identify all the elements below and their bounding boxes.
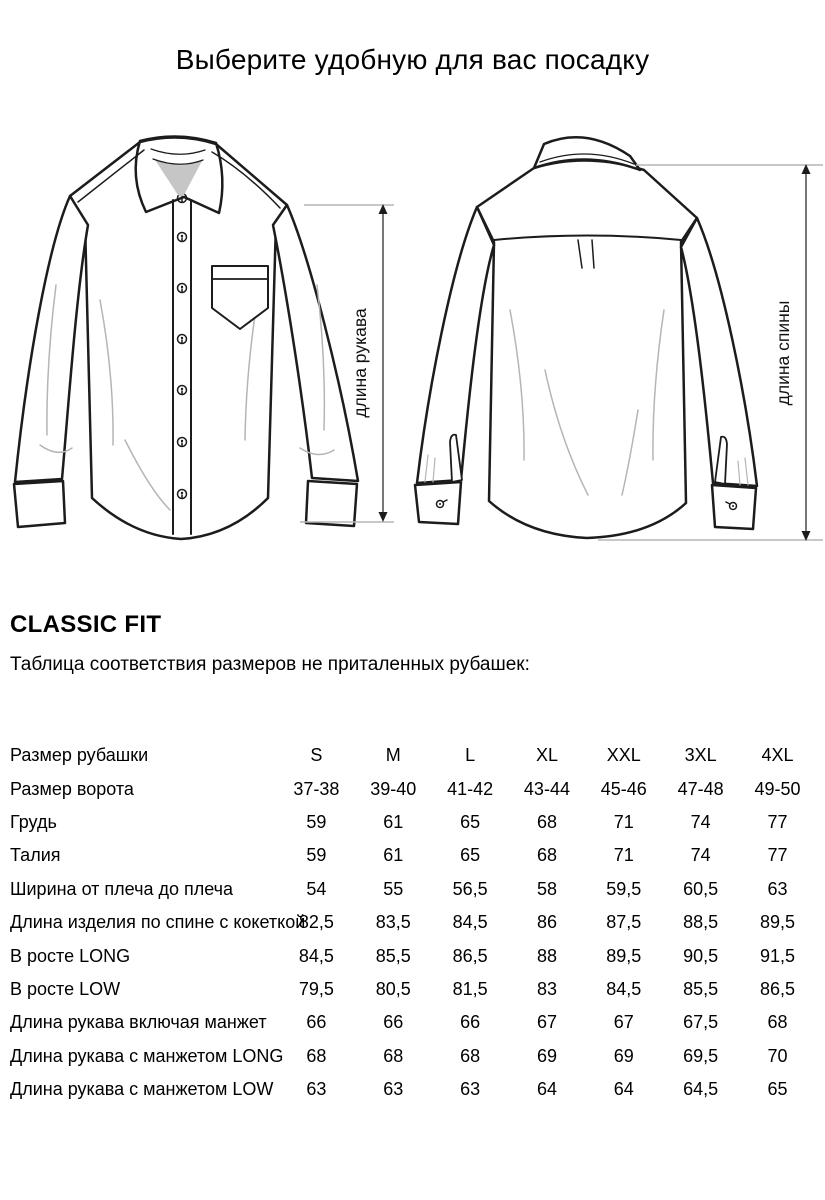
table-row — [10, 1006, 816, 1039]
size-value-cell: 91,5 — [760, 945, 796, 966]
size-value-cell: 67 — [613, 1012, 634, 1033]
row-label: Длина изделия по спине с кокеткой — [10, 912, 306, 933]
table-caption: Таблица соответствия размеров не приталенных рубашек: — [10, 654, 530, 675]
size-value-cell: 87,5 — [606, 912, 642, 933]
size-value-cell: 60,5 — [683, 878, 719, 899]
size-value-cell: S — [310, 745, 323, 766]
size-value-cell: 68 — [536, 811, 557, 832]
size-value-cell: 37-38 — [293, 778, 340, 799]
size-value-cell: 68 — [536, 845, 557, 866]
size-value-cell: 66 — [383, 1012, 404, 1033]
size-value-cell: 71 — [613, 845, 634, 866]
size-value-cell: 65 — [460, 811, 481, 832]
size-value-cell: 64 — [536, 1079, 557, 1100]
size-value-cell: 3XL — [684, 745, 717, 766]
sleeve-length-label: длина рукава — [350, 308, 370, 418]
size-value-cell: 67,5 — [683, 1012, 719, 1033]
table-row — [10, 806, 816, 839]
size-value-cell: 74 — [690, 811, 711, 832]
size-value-cell: 71 — [613, 811, 634, 832]
size-value-cell: 70 — [767, 1045, 788, 1066]
size-value-cell: 83,5 — [375, 912, 411, 933]
size-value-cell: 56,5 — [452, 878, 488, 899]
size-value-cell: 88 — [536, 945, 557, 966]
table-row — [10, 739, 816, 772]
size-value-cell: 89,5 — [606, 945, 642, 966]
size-value-cell: 63 — [306, 1079, 327, 1100]
size-value-cell: 4XL — [761, 745, 794, 766]
size-value-cell: 74 — [690, 845, 711, 866]
row-label: Ширина от плеча до плеча — [10, 878, 234, 899]
size-value-cell: 68 — [383, 1045, 404, 1066]
size-value-cell: 61 — [383, 845, 404, 866]
size-value-cell: 84,5 — [298, 945, 334, 966]
size-value-cell: 68 — [767, 1012, 788, 1033]
size-value-cell: 86,5 — [760, 978, 796, 999]
back-length-label: длина спины — [773, 300, 793, 406]
size-value-cell: 45-46 — [600, 778, 647, 799]
size-value-cell: 63 — [460, 1079, 481, 1100]
size-value-cell: 68 — [306, 1045, 327, 1066]
size-value-cell: 65 — [460, 845, 481, 866]
size-value-cell: 84,5 — [606, 978, 642, 999]
size-value-cell: 64,5 — [683, 1079, 719, 1100]
arrow-down-icon — [379, 512, 388, 522]
row-label: Длина рукава с манжетом LOW — [10, 1079, 274, 1100]
row-label: Размер рубашки — [10, 745, 149, 766]
size-value-cell: 47-48 — [677, 778, 724, 799]
size-value-cell: 59,5 — [606, 878, 642, 899]
size-value-cell: 88,5 — [683, 912, 719, 933]
shirt-size-diagram — [0, 110, 825, 580]
size-value-cell: 89,5 — [760, 912, 796, 933]
row-label: Талия — [10, 845, 61, 866]
size-value-cell: 67 — [536, 1012, 557, 1033]
size-value-cell: 86,5 — [452, 945, 488, 966]
size-value-cell: M — [385, 745, 401, 766]
size-value-cell: 68 — [460, 1045, 481, 1066]
fit-heading: CLASSIC FIT — [10, 611, 162, 638]
size-value-cell: XXL — [606, 745, 641, 766]
size-value-cell: 66 — [460, 1012, 481, 1033]
size-value-cell: 41-42 — [447, 778, 494, 799]
size-value-cell: 81,5 — [452, 978, 488, 999]
row-label: Длина рукава включая манжет — [10, 1012, 267, 1033]
row-label: В росте LOW — [10, 978, 121, 999]
shirt-front-drawing — [14, 136, 358, 539]
row-label: Размер ворота — [10, 778, 134, 799]
table-row — [10, 873, 816, 906]
size-value-cell: 63 — [383, 1079, 404, 1100]
size-value-cell: 69,5 — [683, 1045, 719, 1066]
size-value-cell: 55 — [383, 878, 404, 899]
row-label: В росте LONG — [10, 945, 131, 966]
size-value-cell: 66 — [306, 1012, 327, 1033]
table-row — [10, 1040, 816, 1073]
size-value-cell: 69 — [536, 1045, 557, 1066]
size-value-cell: 84,5 — [452, 912, 488, 933]
size-value-cell: 86 — [536, 912, 557, 933]
size-value-cell: 85,5 — [375, 945, 411, 966]
size-value-cell: XL — [535, 745, 558, 766]
size-value-cell: 83 — [536, 978, 557, 999]
size-value-cell: 80,5 — [375, 978, 411, 999]
size-table-body — [10, 739, 816, 1106]
size-value-cell: 77 — [767, 811, 788, 832]
table-row — [10, 906, 816, 939]
size-value-cell: 59 — [306, 845, 327, 866]
size-value-cell: 69 — [613, 1045, 634, 1066]
size-value-cell: 65 — [767, 1079, 788, 1100]
page-title: Выберите удобную для вас посадку — [175, 44, 650, 75]
size-value-cell: 43-44 — [523, 778, 570, 799]
size-value-cell: 59 — [306, 811, 327, 832]
size-value-cell: 61 — [383, 811, 404, 832]
table-row — [10, 839, 816, 872]
size-value-cell: 39-40 — [370, 778, 417, 799]
size-table — [10, 739, 816, 1106]
size-value-cell: 58 — [536, 878, 557, 899]
table-row — [10, 973, 816, 1006]
table-row — [10, 939, 816, 972]
table-row — [10, 1073, 816, 1106]
shirt-back-drawing — [415, 137, 757, 538]
size-value-cell: 79,5 — [298, 978, 334, 999]
row-label: Грудь — [10, 811, 57, 832]
size-value-cell: L — [465, 745, 476, 766]
size-value-cell: 54 — [306, 878, 327, 899]
size-value-cell: 77 — [767, 845, 788, 866]
size-value-cell: 82,5 — [298, 912, 334, 933]
size-value-cell: 64 — [613, 1079, 634, 1100]
size-value-cell: 63 — [767, 878, 788, 899]
table-row — [10, 772, 816, 805]
size-value-cell: 90,5 — [683, 945, 719, 966]
row-label: Длина рукава с манжетом LONG — [10, 1045, 284, 1066]
size-value-cell: 49-50 — [754, 778, 801, 799]
size-value-cell: 85,5 — [683, 978, 719, 999]
